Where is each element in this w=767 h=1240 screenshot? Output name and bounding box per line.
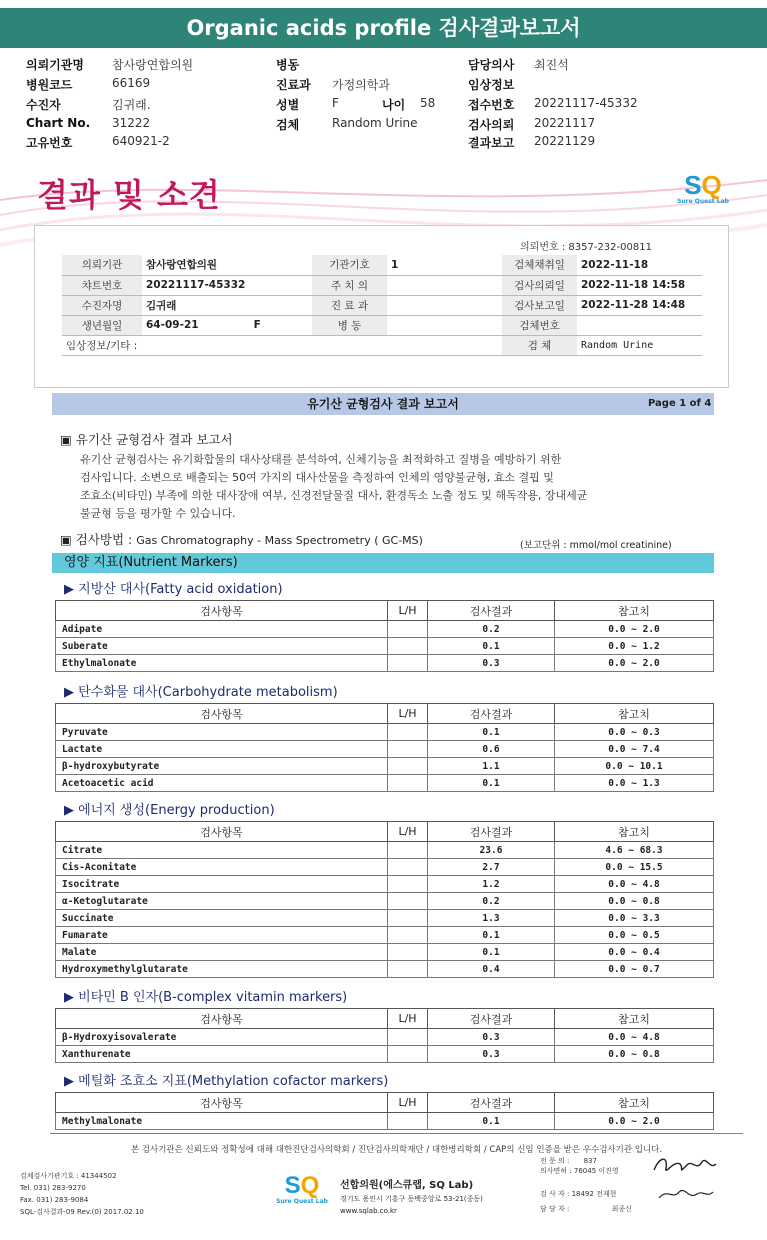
category-title: ▶ 비타민 B 인자(B-complex vitamin markers) xyxy=(64,990,348,1005)
nutrient-markers-bar: 영양 지표(Nutrient Markers) xyxy=(52,553,714,573)
tester-info: 검 사 자 : 18492 전재현 xyxy=(540,1190,617,1198)
result-table: 검사항목 L/H 검사결과 참고치 Methylmalonate 0.1 0.0 ~ 2.0 xyxy=(55,1092,714,1130)
table-row: Succinate 1.3 0.0 ~ 3.3 xyxy=(56,910,714,927)
test-request-value: 20221117 xyxy=(534,116,596,130)
sq-logo: SQ Sure Quest Lab xyxy=(668,172,738,205)
doctor-label: 담당의사 xyxy=(468,58,515,72)
col-item: 검사항목 xyxy=(56,601,388,621)
footer-sq-logo: SQ Sure Quest Lab xyxy=(276,1172,328,1205)
info-row: 생년월일 64-09-21 F 병 동 검체번호 xyxy=(62,315,702,335)
table-row: Hydroxymethylglutarate 0.4 0.0 ~ 0.7 xyxy=(56,961,714,978)
unit-note: (보고단위 : mmol/mol creatinine) xyxy=(520,540,672,551)
method-line: ▣ 검사방법 : Gas Chromatography - Mass Spectrometry ( GC-MS) xyxy=(60,532,423,547)
clinical-info-label: 임상정보 xyxy=(468,78,515,92)
age-value: 58 xyxy=(420,96,436,110)
col-ref: 참고치 xyxy=(555,601,714,621)
table-row: Fumarate 0.1 0.0 ~ 0.5 xyxy=(56,927,714,944)
result-table: 검사항목 L/H 검사결과 참고치 Citrate 23.6 4.6 ~ 68.3 Cis-Aconitate 2.7 0.0 ~ 15.5 Isocitrate 1.2 0.0 ~ 4.8 α-Ketoglutarate 0.2 0.0 ~ 0.8 Succinate 1.3 0.0 ~ 3.3 Fumarate 0.1 0.0 ~ 0.5 Malate 0.1 0.0 ~ 0.4 Hydroxymethylglutarate 0.4 0.0 ~ 0.7 xyxy=(55,821,714,978)
hospital-value: 참사랑연합의원 xyxy=(112,58,194,72)
info-table xyxy=(62,255,702,356)
result-table: 검사항목 L/H 검사결과 참고치 Pyruvate 0.1 0.0 ~ 0.3 Lactate 0.6 0.0 ~ 7.4 β-hydroxybutyrate 1.1 0.0 ~ 10.1 Acetoacetic acid 0.1 0.0 ~ 1.3 xyxy=(55,703,714,792)
col-lh: L/H xyxy=(388,601,428,621)
unique-no-label: 고유번호 xyxy=(26,136,73,150)
patient-label: 수진자 xyxy=(26,98,61,112)
table-row: Lactate 0.6 0.0 ~ 7.4 xyxy=(56,741,714,758)
unique-no-value: 640921-2 xyxy=(112,134,170,148)
table-row: Citrate 23.6 4.6 ~ 68.3 xyxy=(56,842,714,859)
result-table xyxy=(55,600,714,672)
tester-signature xyxy=(655,1184,715,1204)
category-title: ▶ 에너지 생성(Energy production) xyxy=(64,803,275,818)
ward-label: 병동 xyxy=(276,58,300,72)
report-bar-title: 유기산 균형검사 결과 보고서 xyxy=(52,393,714,415)
hospital-code-value: 66169 xyxy=(112,76,151,90)
category-title: ▶ 지방산 대사(Fatty acid oxidation) xyxy=(64,582,283,597)
hospital-code-label: 병원코드 xyxy=(26,78,73,92)
table-row: Malate 0.1 0.0 ~ 0.4 xyxy=(56,944,714,961)
specialist-signature xyxy=(650,1150,722,1180)
lab-contact: 검체검사기관기호 : 41344502 Tel. 031) 283-9270 Fax. 031) 283-9084 SQL-검사결과-09 Rev.(0) 2017.02.10 xyxy=(20,1172,144,1216)
specimen-value: Random Urine xyxy=(332,116,418,130)
table-row: Adipate 0.2 0.0 ~ 2.0 xyxy=(56,621,714,638)
report-title: Organic acids profile 검사결과보고서 xyxy=(0,8,767,48)
table-row: Cis-Aconitate 2.7 0.0 ~ 15.5 xyxy=(56,859,714,876)
test-request-label: 검사의뢰 xyxy=(468,118,515,132)
logo-subtitle: Sure Quest Lab xyxy=(677,198,729,205)
table-row: Xanthurenate 0.3 0.0 ~ 0.8 xyxy=(56,1046,714,1063)
hospital-label: 의뢰기관명 xyxy=(26,58,84,72)
info-row: 의뢰기관 참사랑연합의원 기관기호 1 검체채취일 2022-11-18 xyxy=(62,255,702,275)
manager-info: 담 당 자 : 최종신 xyxy=(540,1205,632,1213)
category-title: ▶ 탄수화물 대사(Carbohydrate metabolism) xyxy=(64,685,338,700)
request-number: 의뢰번호 : 8357-232-00811 xyxy=(520,242,652,253)
page-indicator: Page 1 of 4 xyxy=(648,398,712,409)
chart-no-label: Chart No. xyxy=(26,116,91,130)
table-row: Methylmalonate 0.1 0.0 ~ 2.0 xyxy=(56,1113,714,1130)
receipt-no-label: 접수번호 xyxy=(468,98,515,112)
chart-no-value: 31222 xyxy=(112,116,151,130)
department-label: 진료과 xyxy=(276,78,311,92)
result-report-label: 결과보고 xyxy=(468,136,515,150)
sex-label: 성별 xyxy=(276,98,300,112)
result-report-value: 20221129 xyxy=(534,134,596,148)
lab-info: 선합의원(에스큐랩, SQ Lab) 경기도 용인시 기흥구 동백중앙로 53-21(중동) www.sqlab.co.kr xyxy=(340,1180,483,1215)
table-row: Isocitrate 1.2 0.0 ~ 4.8 xyxy=(56,876,714,893)
age-label: 나이 xyxy=(382,98,406,112)
patient-value: 김귀래. xyxy=(112,98,151,112)
specialist-info: 전 문 의 : 837 의사면허 : 76045 이진영 xyxy=(540,1157,619,1175)
table-row: α-Ketoglutarate 0.2 0.0 ~ 0.8 xyxy=(56,893,714,910)
category-title: ▶ 메틸화 조효소 지표(Methylation cofactor markers) xyxy=(64,1074,389,1089)
info-row: 수진자명 김귀래 진 료 과 검사보고일 2022-11-28 14:48 xyxy=(62,295,702,315)
intro-heading: ▣ 유기산 균형검사 결과 보고서 xyxy=(60,432,233,447)
certification-note: 본 검사기관은 신뢰도와 정확성에 대해 대한진단검사의학회 / 진단검사의학재단 / 대한병리학회 / CAP의 신임 인증을 받은 우수검사기관 입니다. xyxy=(130,1145,663,1155)
info-row: 임상정보/기타 : 검 체 Random Urine xyxy=(62,335,702,355)
table-row: Ethylmalonate 0.3 0.0 ~ 2.0 xyxy=(56,655,714,672)
col-result: 검사결과 xyxy=(428,601,555,621)
intro-paragraph: 유기산 균형검사는 유기화합물의 대사상태를 분석하여, 신체기능을 최적화하고 질병을 예방하기 위한 검사입니다. 소변으로 배출되는 50여 가지의 대사산물을 측정하여 인체의 영양불균형, 효소 결핍 및 조효소(비타민) 부족에 의한 대사장애 여부, 신경전달물질 대사, 환경독소 노출 정도 및 해독작용, 장내세균 불균형 등을 평가할 수 있습니다. xyxy=(80,453,588,520)
info-row: 챠트번호 20221117-45332 주 치 의 검사의뢰일 2022-11-18 14:58 xyxy=(62,275,702,295)
table-row: Pyruvate 0.1 0.0 ~ 0.3 xyxy=(56,724,714,741)
receipt-no-value: 20221117-45332 xyxy=(534,96,638,110)
table-row: Acetoacetic acid 0.1 0.0 ~ 1.3 xyxy=(56,775,714,792)
department-value: 가정의학과 xyxy=(332,78,390,92)
doctor-value: 최진석 xyxy=(534,58,569,72)
table-row: Suberate 0.1 0.0 ~ 1.2 xyxy=(56,638,714,655)
section-title: 결과 및 소견 xyxy=(37,176,221,214)
specimen-label: 검체 xyxy=(276,118,300,132)
table-row: β-Hydroxyisovalerate 0.3 0.0 ~ 4.8 xyxy=(56,1029,714,1046)
table-row: β-hydroxybutyrate 1.1 0.0 ~ 10.1 xyxy=(56,758,714,775)
result-table: 검사항목 L/H 검사결과 참고치 β-Hydroxyisovalerate 0.3 0.0 ~ 4.8 Xanthurenate 0.3 0.0 ~ 0.8 xyxy=(55,1008,714,1063)
footer-divider xyxy=(50,1133,743,1134)
sex-value: F xyxy=(332,96,339,110)
